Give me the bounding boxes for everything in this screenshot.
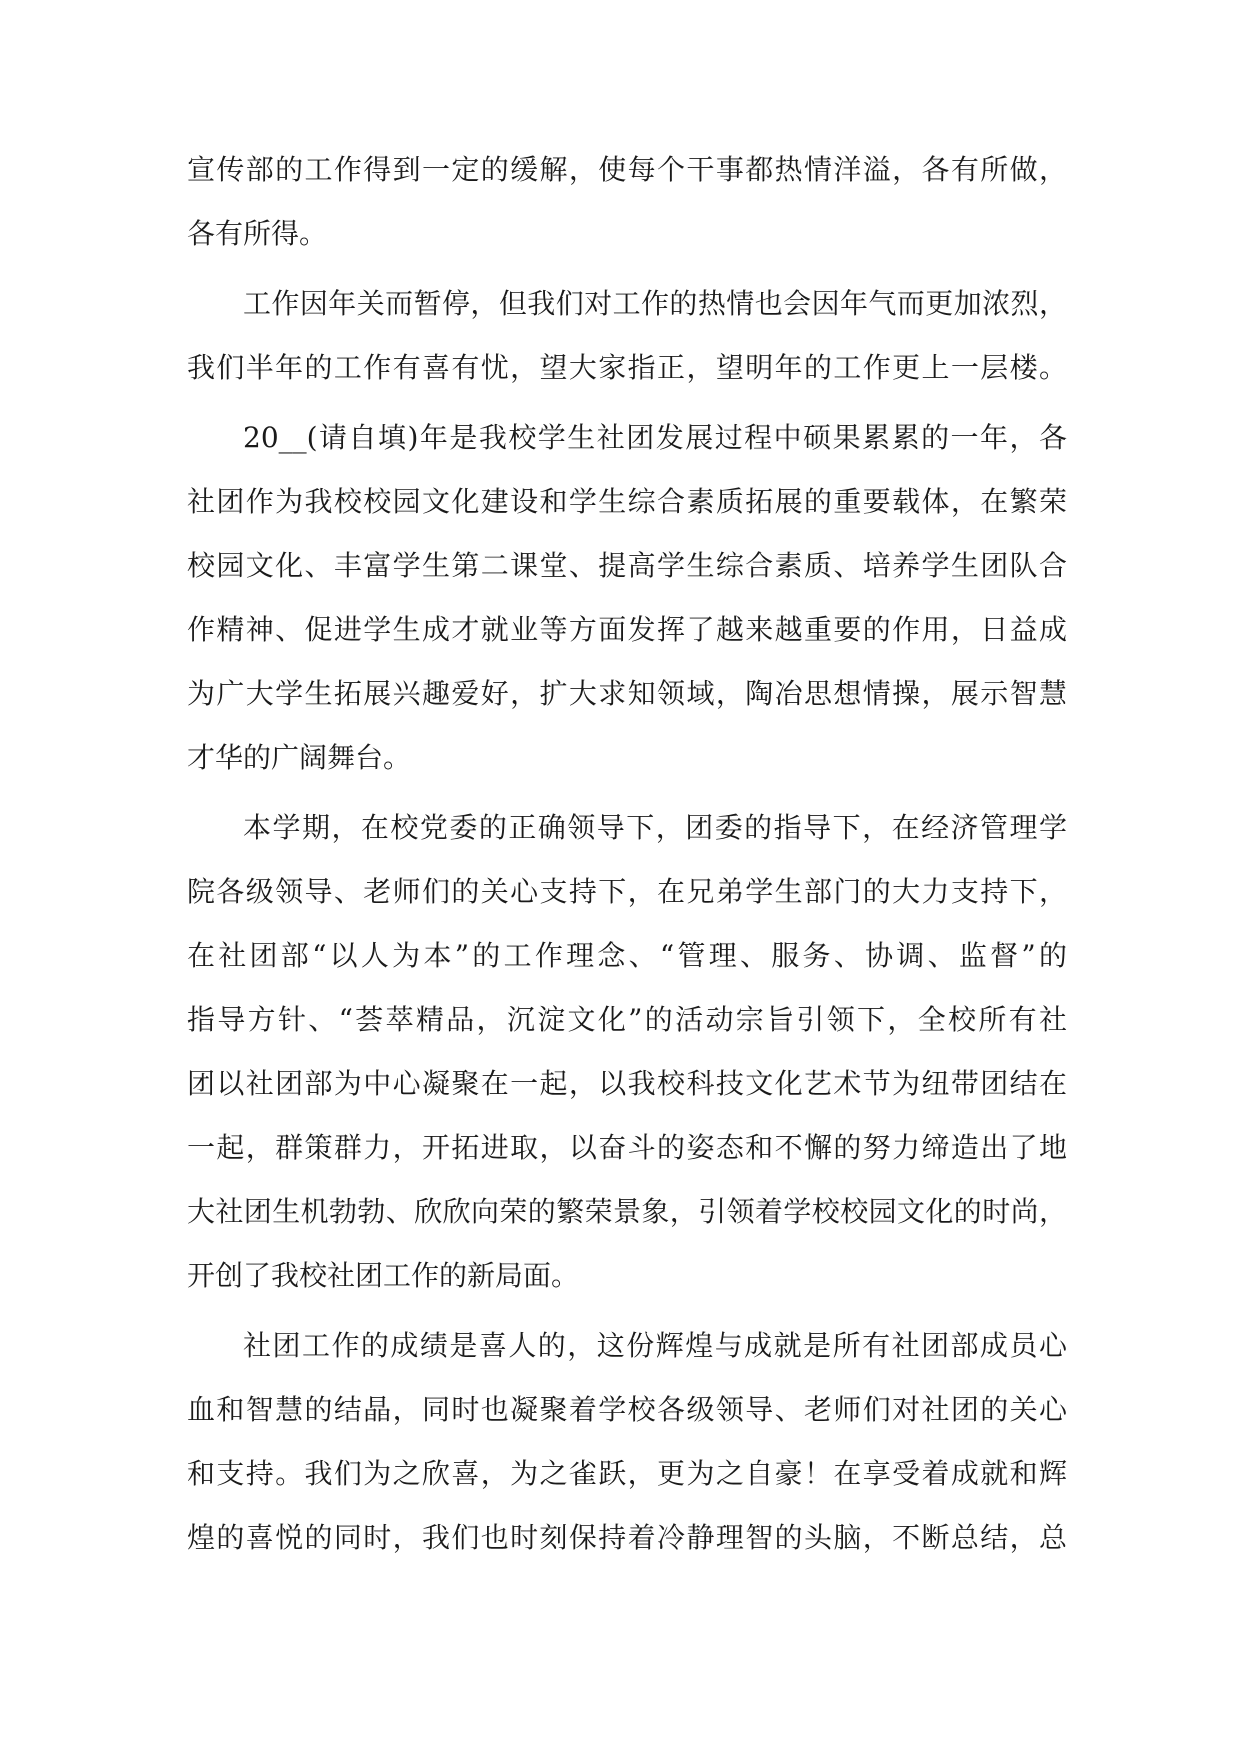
paragraph-line: 团以社团部为中心凝聚在一起，以我校科技文化艺术节为纽带团结在 <box>187 1067 1067 1100</box>
paragraph-line: 各有所得。 <box>187 217 328 250</box>
paragraph-line: 本学期，在校党委的正确领导下，团委的指导下，在经济管理学 <box>243 811 1067 844</box>
paragraph-line: 指导方针、“荟萃精品，沉淀文化”的活动宗旨引领下，全校所有社 <box>187 1003 1067 1036</box>
paragraph <box>187 813 1067 1291</box>
paragraph-line: 为广大学生拓展兴趣爱好，扩大求知领域，陶冶思想情操，展示智慧 <box>187 677 1067 710</box>
paragraph <box>187 1331 1067 1553</box>
paragraph <box>187 423 1067 773</box>
paragraph-line: 宣传部的工作得到一定的缓解，使每个干事都热情洋溢，各有所做， <box>187 153 1067 186</box>
paragraph-line: 社团工作的成绩是喜人的，这份辉煌与成就是所有社团部成员心 <box>243 1329 1067 1362</box>
paragraph-line: 20__(请自填)年是我校学生社团发展过程中硕果累累的一年，各 <box>243 421 1067 454</box>
paragraph <box>187 155 1067 249</box>
paragraph <box>187 289 1067 383</box>
paragraph-line: 我们半年的工作有喜有忧，望大家指正，望明年的工作更上一层楼。 <box>187 351 1067 384</box>
paragraph-line: 和支持。我们为之欣喜，为之雀跃，更为之自豪！在享受着成就和辉 <box>187 1457 1067 1490</box>
paragraph-line: 煌的喜悦的同时，我们也时刻保持着冷静理智的头脑，不断总结，总 <box>187 1521 1067 1554</box>
document-body <box>187 155 1067 1553</box>
paragraph-line: 开创了我校社团工作的新局面。 <box>187 1259 580 1292</box>
paragraph-line: 在社团部“以人为本”的工作理念、“管理、服务、协调、监督”的 <box>187 939 1067 972</box>
paragraph-line: 大社团生机勃勃、欣欣向荣的繁荣景象，引领着学校校园文化的时尚， <box>187 1195 1067 1228</box>
paragraph-line: 作精神、促进学生成才就业等方面发挥了越来越重要的作用，日益成 <box>187 613 1067 646</box>
paragraph-line: 院各级领导、老师们的关心支持下，在兄弟学生部门的大力支持下， <box>187 875 1067 908</box>
paragraph-line: 一起，群策群力，开拓进取，以奋斗的姿态和不懈的努力缔造出了地 <box>187 1131 1067 1164</box>
paragraph-line: 社团作为我校校园文化建设和学生综合素质拓展的重要载体，在繁荣 <box>187 485 1067 518</box>
paragraph-line: 才华的广阔舞台。 <box>187 741 412 774</box>
paragraph-line: 校园文化、丰富学生第二课堂、提高学生综合素质、培养学生团队合 <box>187 549 1067 582</box>
paragraph-line: 工作因年关而暂停，但我们对工作的热情也会因年气而更加浓烈， <box>243 287 1067 320</box>
paragraph-line: 血和智慧的结晶，同时也凝聚着学校各级领导、老师们对社团的关心 <box>187 1393 1067 1426</box>
